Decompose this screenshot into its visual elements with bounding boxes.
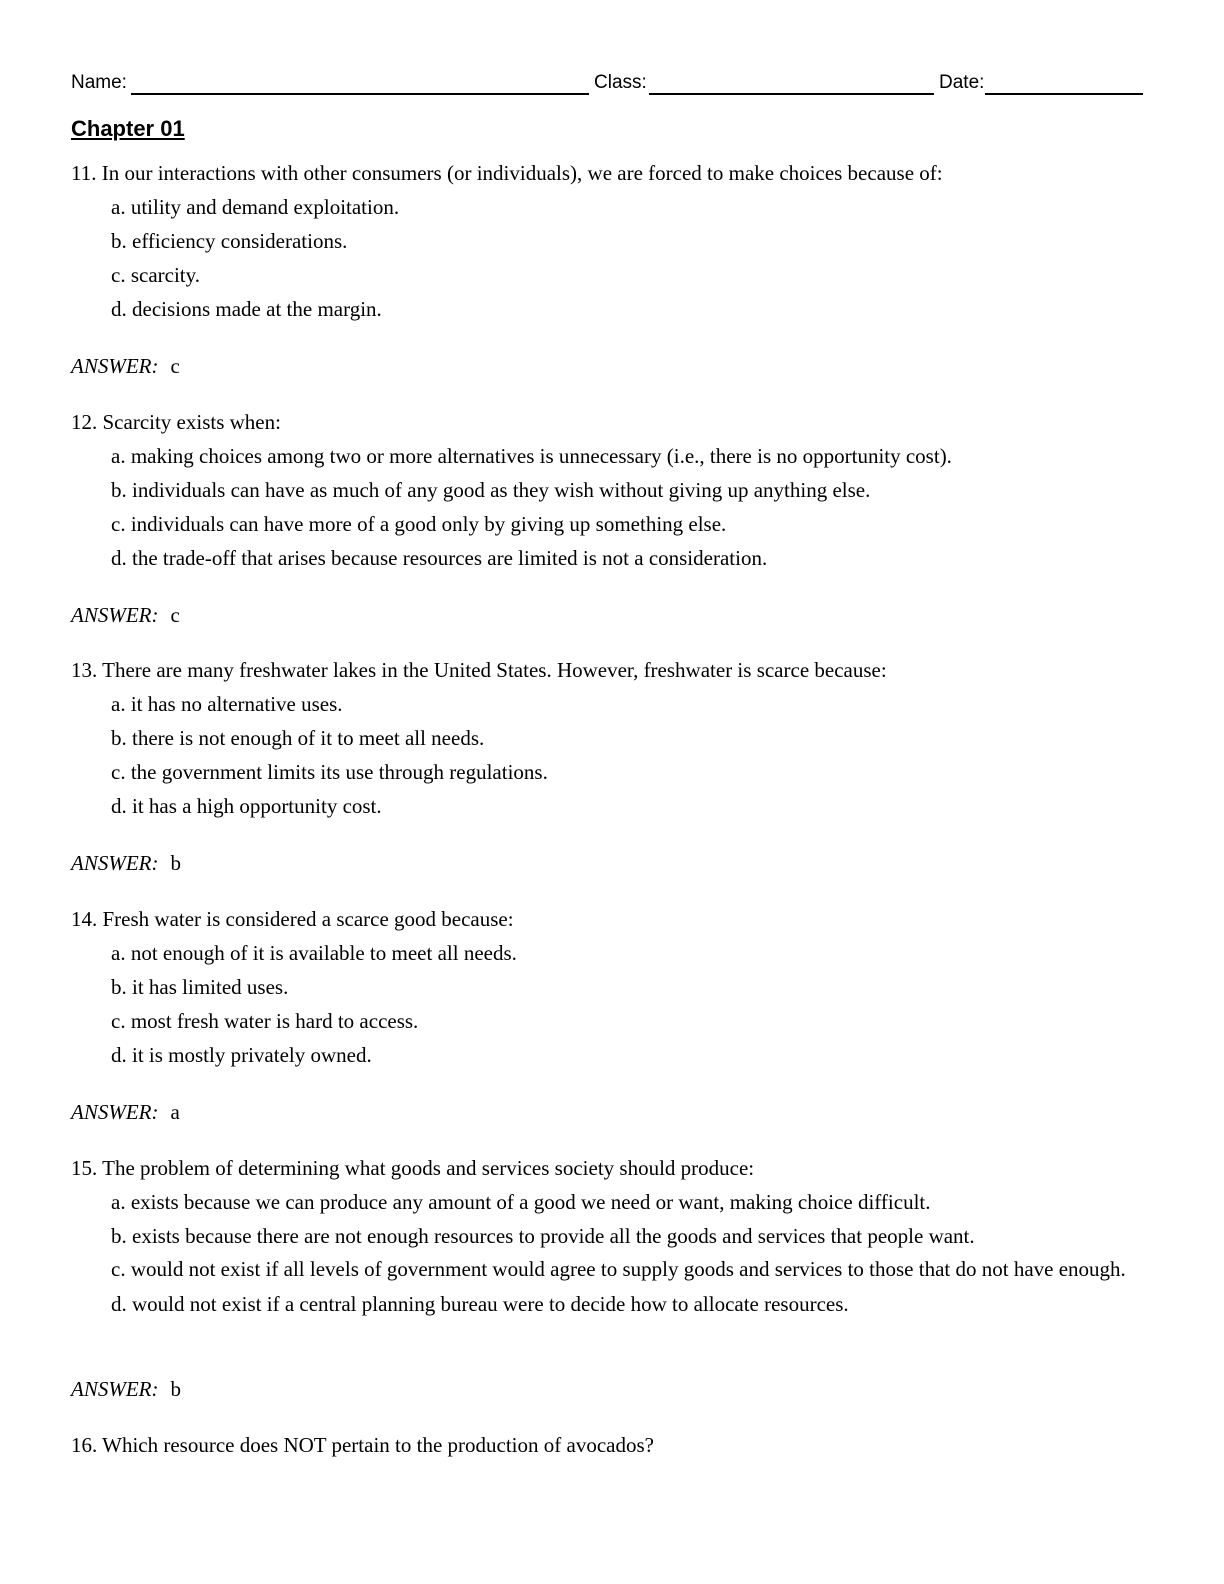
choice-a: a. utility and demand exploitation. (111, 195, 400, 219)
choice-a: a. making choices among two or more alternatives is unnecessary (i.e., there is no opportunity cost). (111, 444, 952, 468)
answer-14 (71, 1095, 180, 1129)
question-12 (71, 405, 1159, 575)
choice-b: b. there is not enough of it to meet all needs. (111, 726, 485, 750)
question-stem: 15. The problem of determining what goods and services society should produce: (71, 1156, 755, 1180)
choice-b: b. it has limited uses. (111, 975, 289, 999)
question-16 (71, 1428, 654, 1462)
choice-b: b. exists because there are not enough resources to provide all the goods and services that people want. (111, 1224, 975, 1248)
choice-a: a. exists because we can produce any amount of a good we need or want, making choice difficult. (111, 1190, 931, 1214)
choice-c: c. most fresh water is hard to access. (111, 1009, 419, 1033)
choice-d: d. the trade-off that arises because resources are limited is not a consideration. (111, 546, 768, 570)
answer-11 (71, 349, 180, 383)
question-stem: 14. Fresh water is considered a scarce good because: (71, 907, 514, 931)
answer-label: ANSWER: (71, 354, 159, 378)
choice-b: b. efficiency considerations. (111, 229, 348, 253)
date-label: Date: (939, 72, 985, 93)
name-field-line[interactable] (131, 93, 589, 95)
date-field-line[interactable] (985, 93, 1143, 95)
answer-label: ANSWER: (71, 1377, 159, 1401)
choice-d: d. decisions made at the margin. (111, 297, 382, 321)
choice-a: a. it has no alternative uses. (111, 692, 343, 716)
answer-value: a (170, 1100, 180, 1124)
answer-label: ANSWER: (71, 603, 159, 627)
choice-d: d. it is mostly privately owned. (111, 1043, 372, 1067)
choice-d: d. it has a high opportunity cost. (111, 794, 382, 818)
question-14 (71, 902, 1159, 1072)
answer-13 (71, 846, 181, 880)
answer-label: ANSWER: (71, 1100, 159, 1124)
question-stem: 16. Which resource does NOT pertain to the production of avocados? (71, 1433, 654, 1457)
answer-value: b (170, 1377, 181, 1401)
choice-c: c. individuals can have more of a good only by giving up something else. (111, 512, 727, 536)
answer-12 (71, 598, 180, 632)
question-stem: 13. There are many freshwater lakes in the United States. However, freshwater is scarce because: (71, 658, 887, 682)
class-label: Class: (594, 72, 647, 93)
question-stem: 11. In our interactions with other consumers (or individuals), we are forced to make choices because of: (71, 161, 943, 185)
choice-b: b. individuals can have as much of any good as they wish without giving up anything else. (111, 478, 871, 502)
question-13 (71, 653, 1159, 823)
worksheet-header (71, 70, 1143, 96)
chapter-title: Chapter 01 (71, 116, 185, 141)
question-15 (71, 1151, 1159, 1321)
answer-value: b (170, 851, 181, 875)
choice-a: a. not enough of it is available to meet all needs. (111, 941, 517, 965)
name-label: Name: (71, 72, 127, 93)
question-11 (71, 156, 1159, 326)
answer-label: ANSWER: (71, 851, 159, 875)
answer-15 (71, 1372, 181, 1406)
choice-c: c. scarcity. (111, 263, 201, 287)
choice-d: d. would not exist if a central planning bureau were to decide how to allocate resources. (111, 1292, 849, 1316)
question-stem: 12. Scarcity exists when: (71, 410, 281, 434)
class-field-line[interactable] (649, 93, 934, 95)
answer-value: c (170, 354, 180, 378)
choice-c: c. the government limits its use through regulations. (111, 760, 548, 784)
choice-c: c. would not exist if all levels of government would agree to supply goods and services to those that do not have enough. (111, 1257, 1126, 1281)
answer-value: c (170, 603, 180, 627)
